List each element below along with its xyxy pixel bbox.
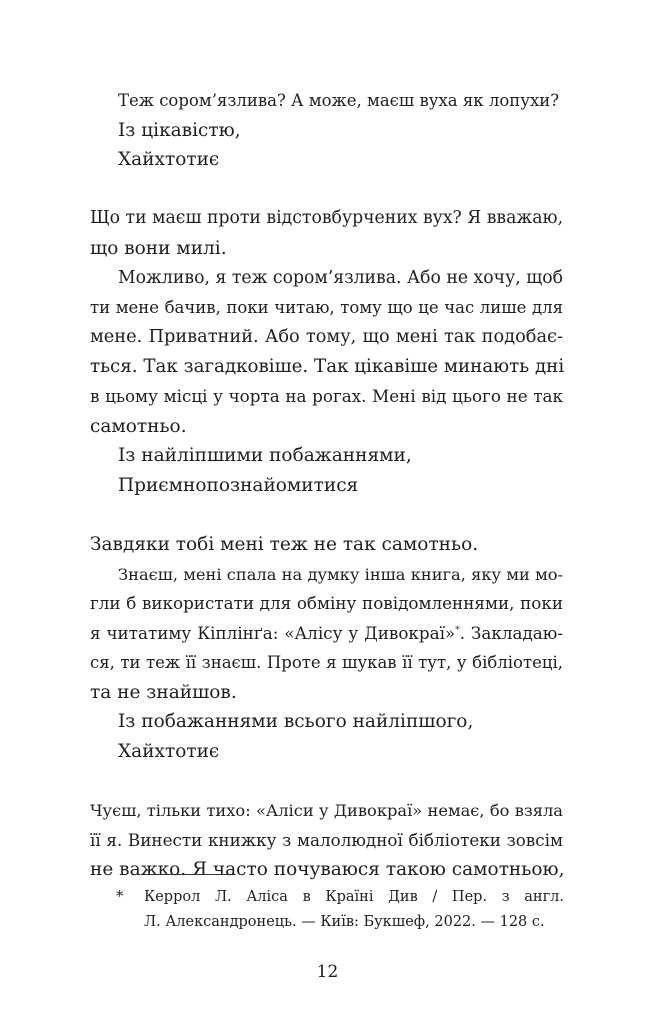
text-line: та не знайшов. [90, 681, 237, 703]
text-line: Завдяки тобі мені теж не так самотньо. [90, 533, 479, 555]
text-line: мене. Приватний. Або тому, що мені так подобає- [90, 326, 563, 347]
footnote-line-1: Керрол Л. Аліса в Країні Див / Пер. з англ. [144, 889, 564, 905]
footnote-reference: * [455, 625, 460, 636]
text-line: в цьому місці у чорта на рогах. Мені від цього не так [90, 385, 563, 406]
text-line: що вони милі. [90, 237, 227, 259]
text-line: ти мене бачив, поки читаю, тому що це час лише для [90, 298, 563, 318]
page-number: 12 [316, 962, 339, 982]
text-line: не важко. Я часто почуваюся такою самотньою, [90, 859, 565, 881]
text-line: ться. Так загадковіше. Так цікавіше минають дні [90, 356, 565, 378]
text-line: Хайхтотиє [118, 149, 220, 171]
paragraph-gap [90, 500, 563, 530]
footnote-mark: * [116, 889, 124, 905]
text-line: самотньо. [90, 415, 187, 437]
footnote-divider [145, 874, 233, 875]
text-line: Приємнопознайомитися [118, 474, 359, 496]
paragraph-gap [90, 767, 563, 797]
text-line: Знаєш, мені спала на думку інша книга, яку ми мо- [118, 564, 563, 584]
body-text [90, 86, 563, 885]
text-line: Із найліпшими побажаннями, [118, 445, 412, 467]
text-line: Теж сором’язлива? А може, маєш вуха як лопухи? [118, 91, 560, 110]
text-line: Чуєш, тільки тихо: «Аліси у Дивокраї» немає, бо взяла [90, 801, 563, 821]
text-line: я читатиму Кіплінґа: «Алісу у Дивокраї»*. Закладаю- [90, 622, 563, 643]
text-line: Із цікавістю, [118, 119, 241, 141]
text-line: гли б використати для обміну повідомленнями, поки [90, 593, 563, 614]
text-line: її я. Винести книжку з малолюдної бібліотеки зовсім [90, 829, 563, 850]
text-line: Можливо, я теж сором’язлива. Або не хочу, щоб [118, 267, 563, 288]
paragraph-gap [90, 175, 563, 205]
footnote-line-2: Л. Александронець. — Київ: Букшеф, 2022. — 128 с. [144, 914, 545, 930]
text-line: Із побажаннями всього найліпшого, [118, 711, 474, 733]
footnote [116, 885, 564, 935]
text-line: ся, ти теж її знаєш. Проте я шукав її тут, у бібліотеці, [90, 653, 563, 673]
text-line: Що ти маєш проти відстовбурчених вух? Я вважаю, [90, 208, 564, 229]
text-line: Хайхтотиє [118, 741, 220, 763]
